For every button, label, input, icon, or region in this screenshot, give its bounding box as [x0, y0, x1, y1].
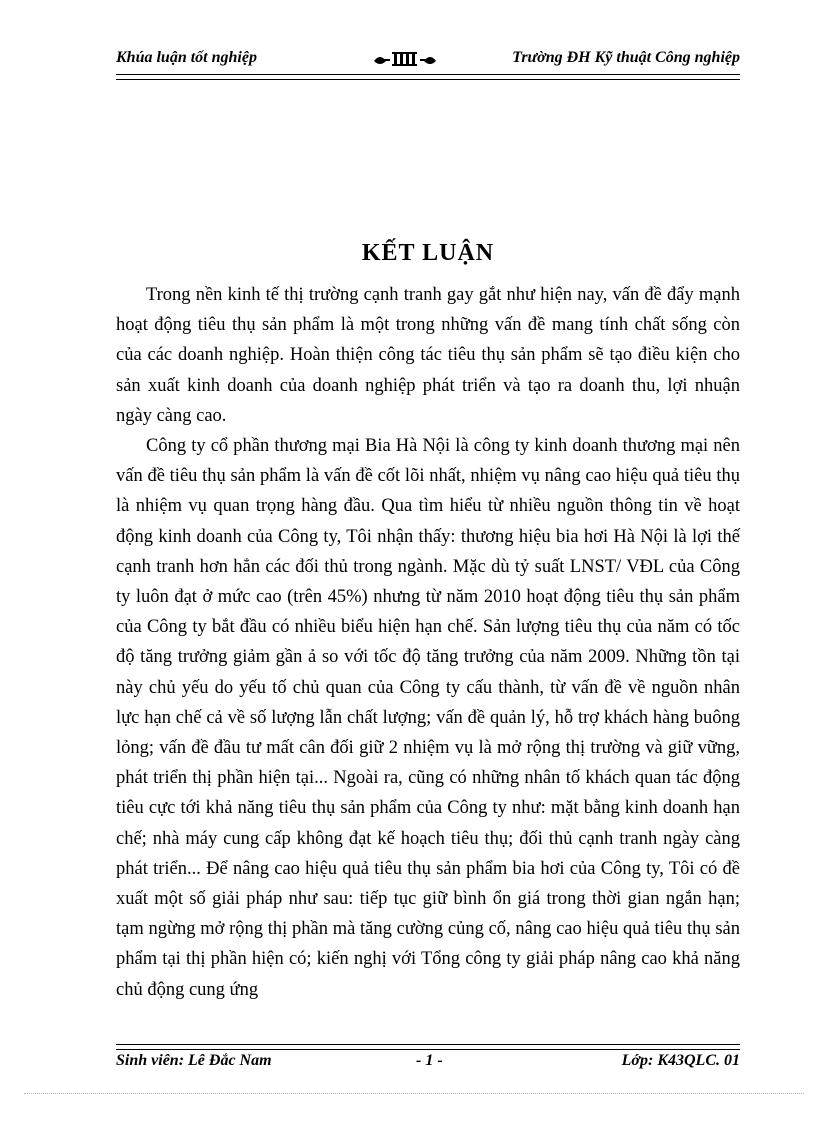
decorative-ornament-icon	[370, 49, 450, 69]
page-title: KẾT LUẬN	[361, 240, 495, 266]
header-rule	[116, 74, 740, 80]
conclusion-body	[116, 280, 740, 1005]
footer-student-label: Sinh viên: Lê Đắc Nam	[116, 1052, 272, 1069]
header-university-label: Trường ĐH Kỹ thuật Công nghiệp	[512, 49, 740, 66]
header-thesis-label: Khúa luận tốt nghiệp	[116, 49, 257, 66]
footer-class-label: Lớp: K43QLC. 01	[621, 1052, 740, 1069]
page-edge-divider	[24, 1093, 804, 1094]
page-footer	[116, 1052, 740, 1076]
footer-rule	[116, 1044, 740, 1050]
page-header	[116, 46, 740, 74]
page-number: - 1 -	[416, 1052, 443, 1069]
paragraph: Trong nền kinh tế thị trường cạnh tranh gay gắt như hiện nay, vấn đề đẩy mạnh hoạt động tiêu thụ sản phẩm là một trong những vấn đề mang tính chất sống còn của các doanh nghiệp. Hoàn thiện công tác tiêu thụ sản phẩm sẽ tạo điều kiện cho sản xuất kinh doanh của doanh nghiệp phát triển và tạo ra doanh thu, lợi nhuận ngày càng cao.	[116, 285, 740, 426]
paragraph: Công ty cổ phần thương mại Bia Hà Nội là công ty kinh doanh thương mại nên vấn đề tiêu thụ sản phẩm là vấn đề cốt lõi nhất, nhiệm vụ nâng cao hiệu quả tiêu thụ là nhiệm vụ quan trọng hàng đầu. Qua tìm hiểu từ nhiều nguồn thông tin về hoạt động kinh doanh của Công ty, Tôi nhận thấy: thương hiệu bia hơi Hà Nội là lợi thế cạnh tranh hơn hẳn các đối thủ trong ngành. Mặc dù tỷ suất LNST/ VĐL của Công ty luôn đạt ở mức cao (trên 45%) nhưng từ năm 2010 hoạt động tiêu thụ sản phẩm của Công ty bắt đầu có nhiều biểu hiện hạn chế. Sản lượng tiêu thụ của năm có tốc độ tăng trưởng giảm gần ả so với tốc độ tăng trưởng của năm 2009. Những tồn tại này chủ yếu do yếu tố chủ quan của Công ty cấu thành, từ vấn đề về nguồn nhân lực hạn chế cả về số lượng lẫn chất lượng; vấn đề quản lý, hỗ trợ khách hàng buông lỏng; vấn đề đầu tư mất cân đối giữ 2 nhiệm vụ là mở rộng thị trường và giữ vững, phát triển thị phần hiện tại... Ngoài ra, cũng có những nhân tố khách quan tác động tiêu cực tới khả năng tiêu thụ sản phẩm của Công ty như: mặt bằng kinh doanh hạn chế; nhà máy cung cấp không đạt kế hoạch tiêu thụ; đối thủ cạnh tranh ngày càng phát triển... Để nâng cao hiệu quả tiêu thụ sản phẩm bia hơi của Công ty, Tôi có đề xuất một số giải pháp như sau: tiếp tục giữ bình ổn giá trong thời gian ngắn hạn; tạm ngừng mở rộng thị phần mà tăng cường củng cố, nâng cao hiệu quả tiêu thụ sản phẩm tại thị phần hiện có; kiến nghị với Tổng công ty giải pháp nâng cao khả năng chủ động cung ứng	[116, 436, 740, 1000]
